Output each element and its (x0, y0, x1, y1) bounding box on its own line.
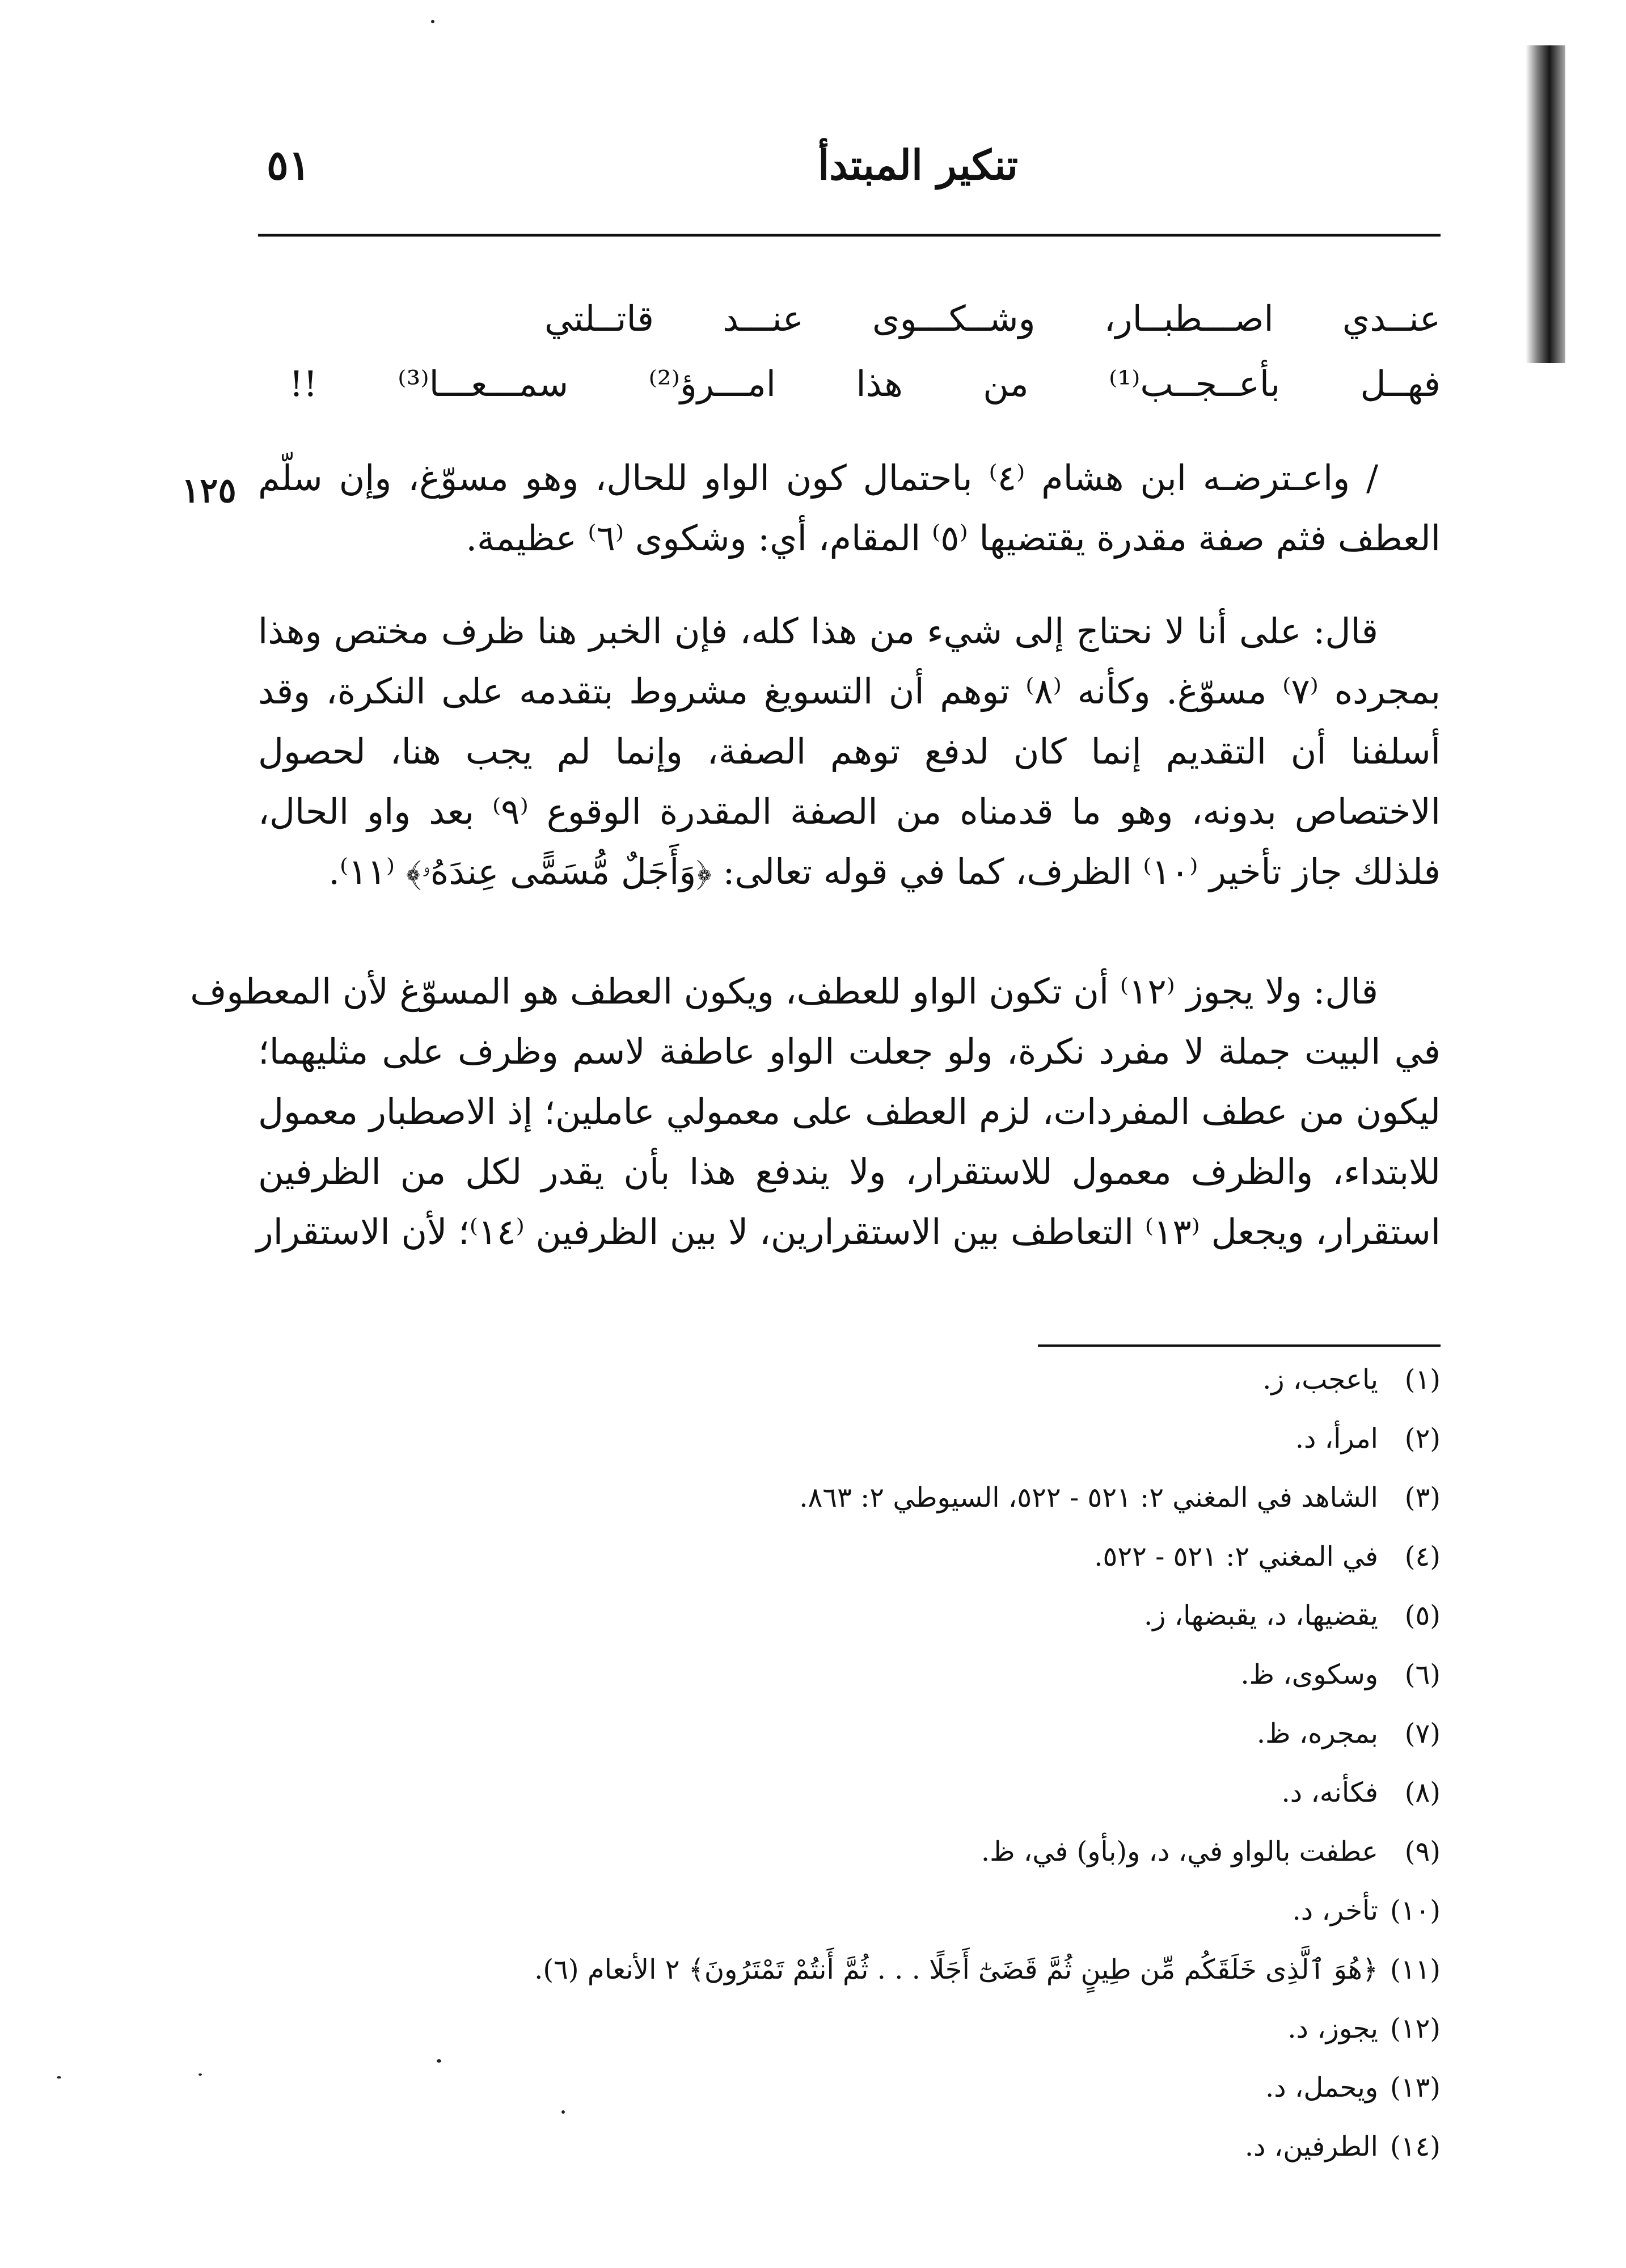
text-line: قال: ولا يجوز ⁽١٢⁾ أن تكون الواو للعطف، ويكون العطف هو المسوّغ لأن المعطوف (190, 971, 1378, 1012)
footnote-text: وسكوى، ظ. (1240, 1659, 1378, 1691)
footnote-text: في المغني ٢: ٥٢١ - ٥٢٢. (1094, 1541, 1378, 1573)
footnote-number: (٩) (1404, 1836, 1441, 1867)
footnote-text: يقضيها، د، يقبضها، ز. (1143, 1600, 1378, 1632)
footnote-text: ﴿هُوَ ٱلَّذِى خَلَقَكُم مِّن طِينٍ ثُمَّ قَضَىٰٓ أَجَلًا . . . ثُمَّ أَنتُمْ تَمْتَرُونَ﴾ ٢ الأنعام (٦). (534, 1954, 1378, 1985)
text-line: بمجرده ⁽٧⁾ مسوّغ. وكأنه ⁽٨⁾ توهم أن التسويغ مشروط بتقدمه على النكرة، وقد (258, 671, 1441, 712)
footnote-number: (٥) (1404, 1600, 1441, 1632)
page-number: ٥١ (267, 141, 311, 189)
text-line: في البيت جملة لا مفرد نكرة، ولو جعلت الواو عاطفة لاسم وظرف على مثليهما؛ (258, 1031, 1441, 1072)
footnote (534, 1763, 1441, 1822)
footnote-number: (١٤) (1390, 2131, 1441, 2162)
paragraph (190, 962, 1441, 1262)
footnote (534, 1704, 1441, 1763)
footnote (534, 1409, 1441, 1468)
text-line: للابتداء، والظرف معمول للاستقرار، ولا يندفع هذا بأن يقدر لكل من الظرفين (258, 1151, 1441, 1192)
footnote (534, 1586, 1441, 1645)
text-line: قال: على أنا لا نحتاج إلى شيء من هذا كله، فإن الخبر هنا ظرف مختص وهذا (258, 610, 1378, 652)
footnote-number: (١٢) (1390, 2013, 1441, 2044)
footnote (534, 1645, 1441, 1704)
scan-speck (437, 2059, 441, 2063)
footnote-number: (١١) (1390, 1954, 1441, 1985)
footnote (534, 1350, 1441, 1409)
verse-word: !! (289, 363, 318, 404)
footnote (534, 1468, 1441, 1527)
verse-word: فهــل (1360, 363, 1441, 404)
verse-word: عنــدي (1342, 298, 1441, 339)
footnote-number: (٨) (1404, 1777, 1441, 1809)
footnote-text: يجوز، د. (1287, 2013, 1378, 2044)
footnote (534, 1527, 1441, 1586)
footnote-number: (٢) (1404, 1423, 1441, 1455)
footnote-number: (١) (1404, 1364, 1441, 1396)
footnote-text: امرأ، د. (1295, 1423, 1378, 1455)
verse-word: بأعــجــب⁽¹⁾ (1109, 363, 1281, 404)
footnote-text: عطفت بالواو في، د، و(بأو) في، ظ. (981, 1836, 1378, 1867)
footnote-number: (٣) (1404, 1482, 1441, 1514)
verse-word: سمـــعـــا⁽³⁾ (398, 363, 569, 404)
verse-word: هذا (856, 363, 903, 404)
scan-edge-artifact (1526, 45, 1565, 363)
footnote-text: بمجره، ظ. (1256, 1718, 1378, 1750)
footnote-number: (١٣) (1390, 2072, 1441, 2103)
paragraph (258, 601, 1441, 902)
scan-speck (57, 2076, 61, 2079)
verse-word: عنـــد (723, 298, 804, 339)
verse-word: اصـــطبــار، (1104, 298, 1274, 339)
footnote (534, 2117, 1441, 2176)
footnote-text: تأخر، د. (1292, 1895, 1378, 1926)
text-line: ليكون من عطف المفردات، لزم العطف على معمولي عاملين؛ إذ الاصطبار معمول (258, 1091, 1441, 1132)
footnote-text: فكأنه، د. (1281, 1777, 1378, 1809)
footnote-number: (٧) (1404, 1718, 1441, 1750)
text-line: أسلفنا أن التقديم إنما كان لدفع توهم الصفة، وإنما لم يجب هنا، لحصول (258, 731, 1441, 772)
text-line: / واعـترضـه ابن هشام ⁽٤⁾ باحتمال كون الواو للحال، وهو مسوّغ، وإن سلّم (258, 457, 1378, 499)
text-line: الاختصاص بدونه، وهو ما قدمناه من الصفة المقدرة الوقوع ⁽٩⁾ بعد واو الحال، (258, 791, 1441, 832)
margin-manuscript-number: ١٢٥ (181, 471, 236, 511)
footnote-number: (٦) (1404, 1659, 1441, 1691)
scan-speck (199, 2073, 202, 2076)
footnote (534, 1881, 1441, 1940)
footnote (534, 1999, 1441, 2058)
text-line: فلذلك جاز تأخير ⁽١٠⁾ الظرف، كما في قوله تعالى: ﴿وَأَجَلٌ مُّسَمًّى عِندَهُۥ﴾ ⁽١١⁾. (328, 851, 1441, 892)
footnote-separator (1038, 1344, 1441, 1347)
footnote-text: الطرفين، د. (1244, 2131, 1378, 2162)
footnotes (534, 1350, 1441, 2176)
verse-word: من (983, 363, 1029, 404)
text-line: العطف فثم صفة مقدرة يقتضيها ⁽٥⁾ المقام، أي: وشكوى ⁽٦⁾ عظيمة. (466, 517, 1441, 559)
paragraph (258, 448, 1441, 568)
footnote-text: ويحمل، د. (1265, 2072, 1378, 2103)
footnote-number: (٤) (1404, 1541, 1441, 1573)
footnote-text: ياعجب، ز. (1262, 1364, 1378, 1396)
footnote (534, 2058, 1441, 2117)
page-header (258, 135, 1441, 203)
verse-line-2 (289, 363, 1441, 404)
text-line: استقرار، ويجعل ⁽١٣⁾ التعاطف بين الاستقرارين، لا بين الظرفين ⁽١٤⁾؛ لأن الاستقرار (256, 1211, 1441, 1253)
verse-word: قاتــلتي (544, 298, 654, 339)
footnote-number: (١٠) (1390, 1895, 1441, 1926)
footnote (534, 1940, 1441, 1999)
verse-word: وشــكـــوى (872, 298, 1036, 339)
footnote (534, 1822, 1441, 1881)
footnote-text: الشاهد في المغني ٢: ٥٢١ - ٥٢٢، السيوطي ٢: ٨٦٣. (799, 1482, 1378, 1514)
verse-word: امـــرؤ⁽²⁾ (648, 363, 776, 404)
verse-line-1 (544, 298, 1441, 339)
header-rule (258, 234, 1441, 237)
chapter-title: تنكير المبتدأ (818, 141, 1018, 189)
scan-speck (431, 20, 434, 23)
